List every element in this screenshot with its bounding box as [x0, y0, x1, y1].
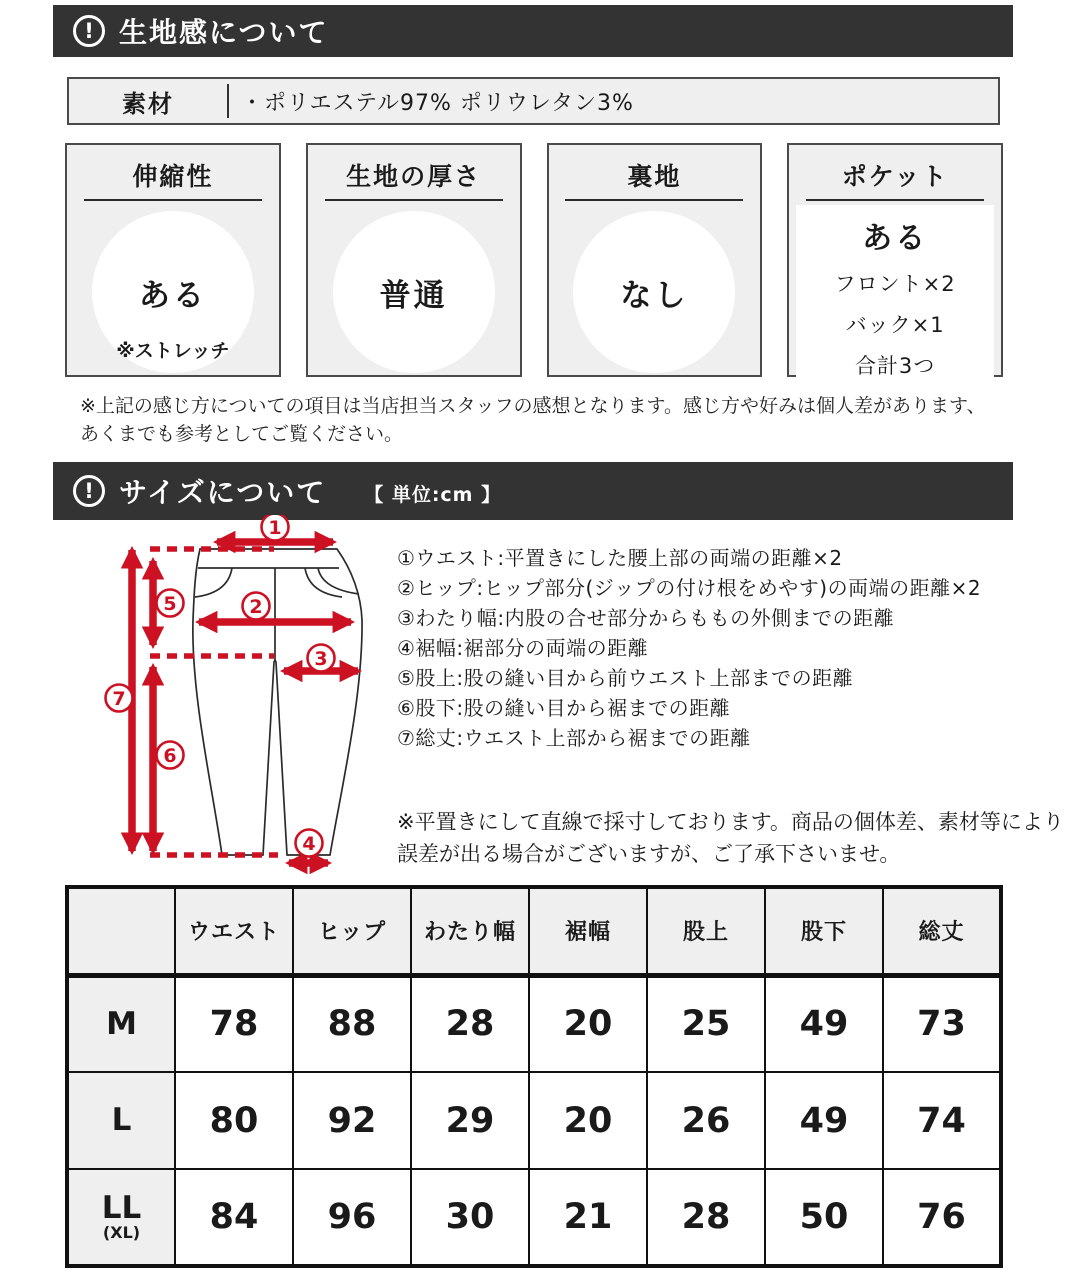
header-cell-waist: ウエスト [175, 887, 293, 975]
size-label [67, 975, 175, 1072]
fabric-attributes-row [65, 143, 1003, 377]
attribute-value-badge: 普通 [333, 211, 495, 373]
header-cell-rise: 股上 [647, 887, 765, 975]
size-section-header [53, 462, 1013, 520]
material-row [67, 77, 1000, 125]
value-cell: 25 [647, 975, 765, 1072]
attribute-box-stretch [65, 143, 281, 377]
measuring-note-line: 誤差が出る場合がございますが、ご了承下さいませ。 [397, 842, 901, 866]
divider [325, 199, 503, 201]
value-cell: 28 [411, 975, 529, 1072]
header-cell-hem: 裾幅 [529, 887, 647, 975]
size-name: LL [101, 1190, 142, 1227]
measuring-note-line: ※平置きにして直線で採寸しております。商品の個体差、素材等により [397, 810, 1064, 834]
table-row-size-m [67, 975, 1001, 1072]
pocket-detail-panel [796, 205, 994, 380]
disclaimer-line: ※上記の感じ方についての項目は当店担当スタッフの感想となります。感じ方や好みは個人差があります、 [80, 395, 986, 417]
value-cell: 92 [293, 1072, 411, 1169]
definition-item: ②ヒップ:ヒップ部分(ジップの付け根をめやす)の両端の距離×2 [397, 576, 982, 600]
header-cell-inseam: 股下 [765, 887, 883, 975]
attribute-title: ポケット [841, 162, 949, 191]
definition-item: ③わたり幅:内股の合せ部分からももの外側までの距離 [397, 606, 895, 630]
attribute-note: ※ストレッチ [116, 340, 230, 362]
divider [806, 199, 984, 201]
value-cell: 76 [883, 1169, 1001, 1266]
size-label [67, 1169, 175, 1266]
diagram-label-3: 3 [314, 648, 328, 670]
fabric-section-header [53, 5, 1013, 57]
pants-measurement-diagram [60, 515, 400, 885]
value-cell: 30 [411, 1169, 529, 1266]
diagram-label-5: 5 [163, 593, 177, 615]
exclamation-circle-icon: ! [73, 15, 105, 47]
diagram-label-2: 2 [249, 596, 263, 618]
attribute-title: 伸縮性 [132, 162, 214, 191]
attribute-value-badge: ある [92, 211, 254, 373]
unit-label: 【 単位:cm 】 [364, 484, 502, 506]
exclamation-circle-icon: ! [73, 475, 105, 507]
size-subname: (XL) [102, 1222, 141, 1242]
diagram-label-4: 4 [302, 833, 316, 855]
size-table [65, 885, 1003, 1268]
divider [84, 199, 262, 201]
pocket-detail: フロント×2 [834, 272, 956, 296]
header-cell-blank [67, 887, 175, 975]
value-cell: 74 [883, 1072, 1001, 1169]
definition-item: ④裾幅:裾部分の両端の距離 [397, 636, 649, 660]
attribute-box-pocket [787, 143, 1003, 377]
attribute-title: 裏地 [627, 162, 682, 191]
measuring-note [397, 806, 1064, 870]
size-label [67, 1072, 175, 1169]
diagram-label-1: 1 [268, 517, 282, 539]
value-cell: 21 [529, 1169, 647, 1266]
measurement-number-labels [106, 515, 335, 857]
diagram-label-7: 7 [112, 688, 126, 710]
pocket-detail: バック×1 [845, 313, 945, 337]
attribute-title: 生地の厚さ [346, 162, 482, 191]
value-cell: 80 [175, 1072, 293, 1169]
fabric-disclaimer [80, 392, 986, 448]
divider [565, 199, 743, 201]
value-cell: 26 [647, 1072, 765, 1169]
value-cell: 49 [765, 975, 883, 1072]
disclaimer-line: あくまでも参考としてご覧ください。 [80, 423, 404, 445]
size-section-title: サイズについて [119, 476, 327, 509]
attribute-box-thickness [306, 143, 522, 377]
attribute-value: ある [862, 221, 929, 256]
table-row-size-ll [67, 1169, 1001, 1266]
table-row-size-l [67, 1072, 1001, 1169]
value-cell: 49 [765, 1072, 883, 1169]
diagram-label-6: 6 [163, 745, 177, 767]
size-table-header-row [67, 887, 1001, 975]
value-cell: 28 [647, 1169, 765, 1266]
material-value: ・ポリエステル97% ポリウレタン3% [241, 90, 634, 116]
value-cell: 50 [765, 1169, 883, 1266]
pants-outline [193, 549, 362, 855]
pocket-detail: 合計3つ [854, 354, 936, 378]
size-name: M [106, 1005, 137, 1042]
header-cell-total-length: 総丈 [883, 887, 1001, 975]
value-cell: 84 [175, 1169, 293, 1266]
attribute-value-badge: なし [573, 211, 735, 373]
value-cell: 20 [529, 975, 647, 1072]
value-cell: 20 [529, 1072, 647, 1169]
size-name: L [111, 1102, 132, 1139]
header-cell-thigh: わたり幅 [411, 887, 529, 975]
definition-item: ⑤股上:股の縫い目から前ウエスト上部までの距離 [397, 666, 854, 690]
header-cell-hip: ヒップ [293, 887, 411, 975]
definition-item: ⑦総丈:ウエスト上部から裾までの距離 [397, 726, 751, 750]
value-cell: 73 [883, 975, 1001, 1072]
material-label: 素材 [122, 89, 174, 118]
value-cell: 29 [411, 1072, 529, 1169]
value-cell: 96 [293, 1169, 411, 1266]
value-cell: 88 [293, 975, 411, 1072]
fabric-section-title: 生地感について [119, 16, 329, 49]
attribute-box-lining [547, 143, 763, 377]
definition-item: ①ウエスト:平置きにした腰上部の両端の距離×2 [397, 546, 843, 570]
value-cell: 78 [175, 975, 293, 1072]
definition-item: ⑥股下:股の縫い目から裾までの距離 [397, 696, 731, 720]
measurement-definitions [397, 543, 981, 753]
